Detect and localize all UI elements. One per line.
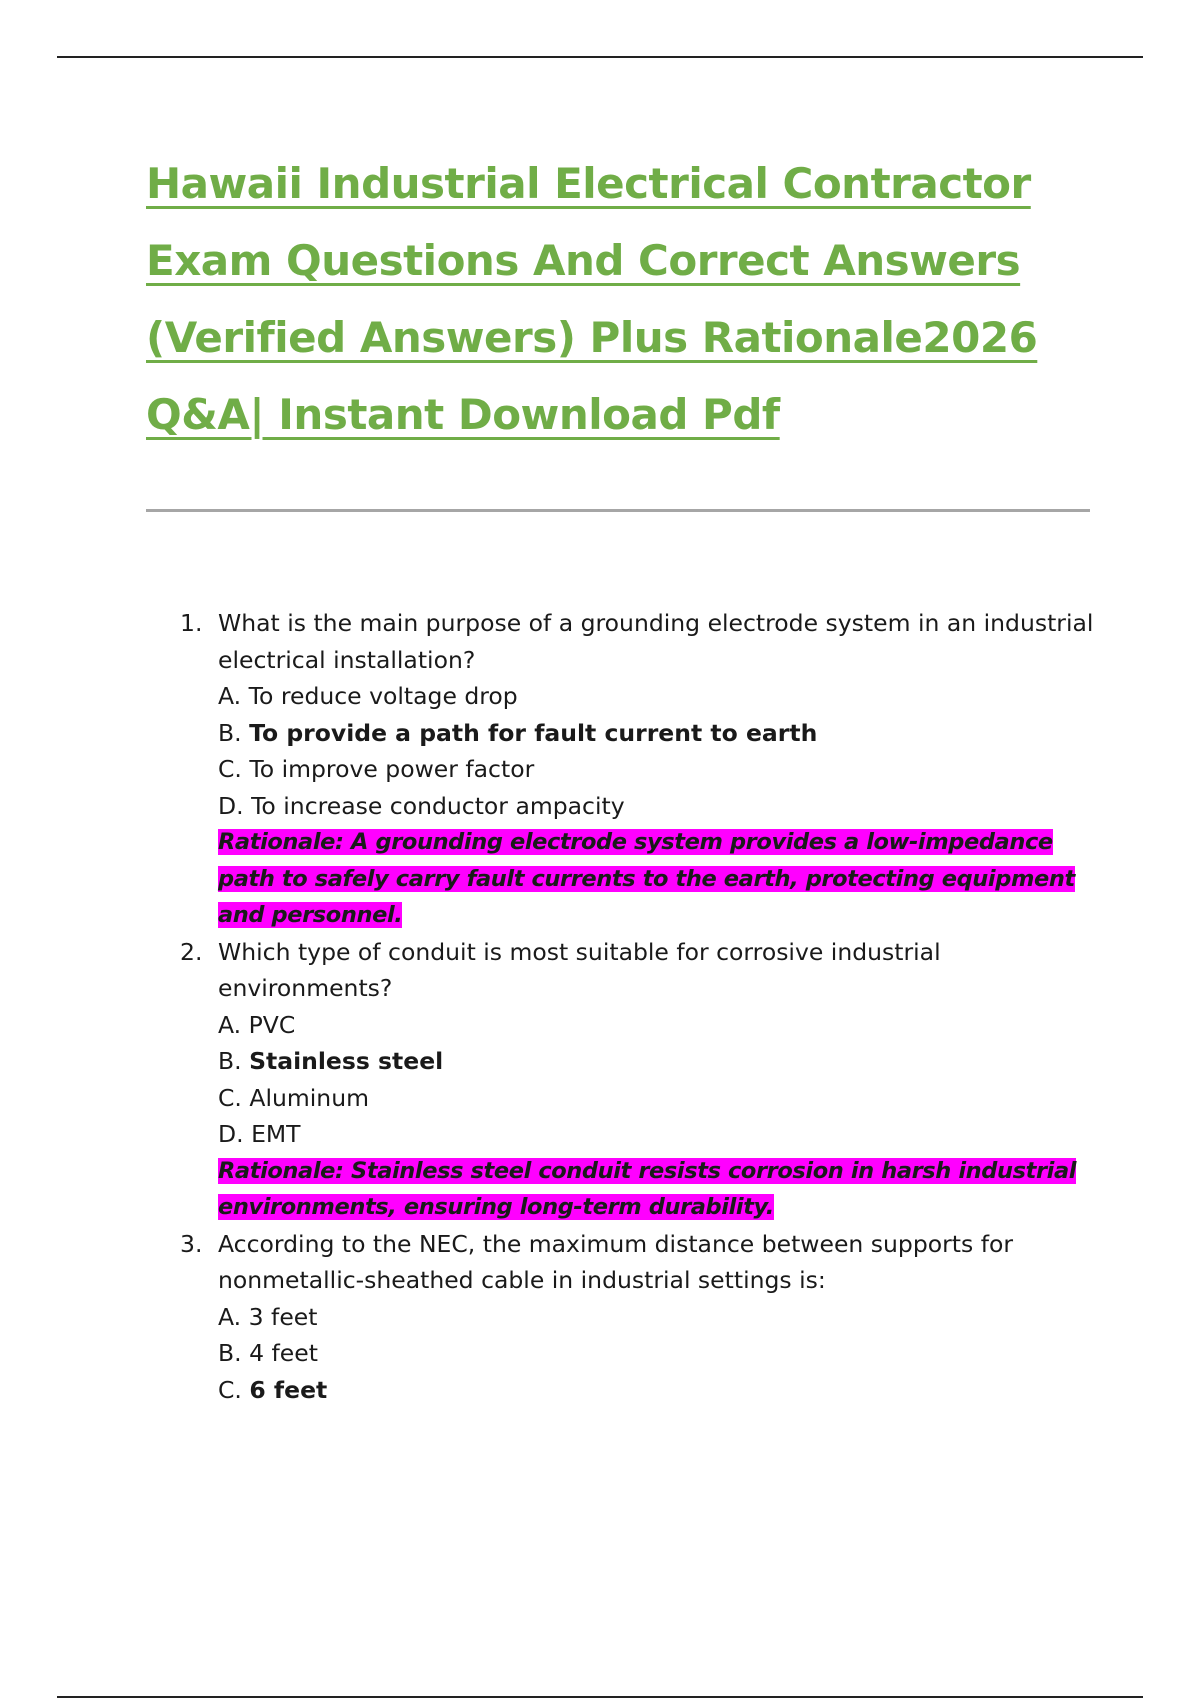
- header-rule: [57, 56, 1143, 58]
- option-text: 6 feet: [249, 1375, 328, 1404]
- answer-option-correct: [218, 1372, 1100, 1409]
- option-text: EMT: [251, 1120, 301, 1148]
- rationale-text: Rationale: Stainless steel conduit resists corrosion in harsh industrial environments, ensuring long-term durability.: [218, 1157, 1077, 1220]
- option-text: Stainless steel: [249, 1047, 444, 1075]
- answer-option: [218, 1116, 1100, 1153]
- option-letter: C.: [218, 1375, 242, 1404]
- option-text: To provide a path for fault current to earth: [249, 718, 818, 747]
- option-letter: B.: [218, 718, 242, 747]
- title-divider: [146, 509, 1090, 512]
- rationale: [218, 824, 1100, 934]
- rationale-text: Rationale: A grounding electrode system provides a low-impedance path to safely carry fault currents to the earth, protecting equipment and personnel.: [218, 829, 1075, 928]
- question-text: Which type of conduit is most suitable for corrosive industrial environments?: [218, 937, 941, 1002]
- title-line: Hawaii Industrial Electrical Contractor: [146, 159, 1031, 208]
- answer-option: [218, 678, 1100, 715]
- option-letter: A.: [218, 682, 242, 710]
- document-title: [146, 145, 1106, 453]
- option-text: To improve power factor: [249, 755, 535, 783]
- question-text: What is the main purpose of a grounding electrode system in an industrial electrical installation?: [218, 609, 1094, 674]
- option-letter: A.: [218, 1302, 242, 1331]
- answer-option: [218, 751, 1100, 788]
- option-text: Aluminum: [249, 1083, 369, 1112]
- rationale: [218, 1153, 1100, 1226]
- option-letter: B.: [218, 1339, 242, 1367]
- option-letter: A.: [218, 1010, 242, 1039]
- question-list: [180, 605, 1100, 1408]
- question-number: 3.: [180, 1229, 203, 1258]
- question-item: [180, 1226, 1100, 1409]
- answer-option: [218, 1080, 1100, 1117]
- question-text: According to the NEC, the maximum distance between supports for nonmetallic-sheathed cable in industrial settings is:: [218, 1229, 1014, 1294]
- option-text: To increase conductor ampacity: [251, 791, 625, 820]
- question-number: 2.: [180, 937, 203, 966]
- option-text: 4 feet: [249, 1339, 318, 1367]
- option-text: To reduce voltage drop: [248, 682, 518, 710]
- answer-option: [218, 1335, 1100, 1372]
- answer-option-correct: [218, 715, 1100, 752]
- answer-option: [218, 1299, 1100, 1336]
- answer-option: [218, 788, 1100, 825]
- option-text: 3 feet: [248, 1302, 318, 1331]
- option-letter: B.: [218, 1047, 242, 1075]
- question-item: [180, 934, 1100, 1226]
- question-number: 1.: [180, 609, 203, 637]
- title-line: Q&A| Instant Download Pdf: [146, 390, 780, 439]
- option-text: PVC: [248, 1010, 296, 1039]
- title-line: Exam Questions And Correct Answers: [146, 236, 1021, 285]
- question-item: [180, 605, 1100, 934]
- option-letter: D.: [218, 791, 244, 820]
- option-letter: D.: [218, 1120, 244, 1148]
- footer-rule: [57, 1696, 1143, 1698]
- answer-option-correct: [218, 1043, 1100, 1080]
- option-letter: C.: [218, 755, 242, 783]
- title-line: (Verified Answers) Plus Rationale2026: [146, 313, 1038, 362]
- answer-option: [218, 1007, 1100, 1044]
- option-letter: C.: [218, 1083, 242, 1112]
